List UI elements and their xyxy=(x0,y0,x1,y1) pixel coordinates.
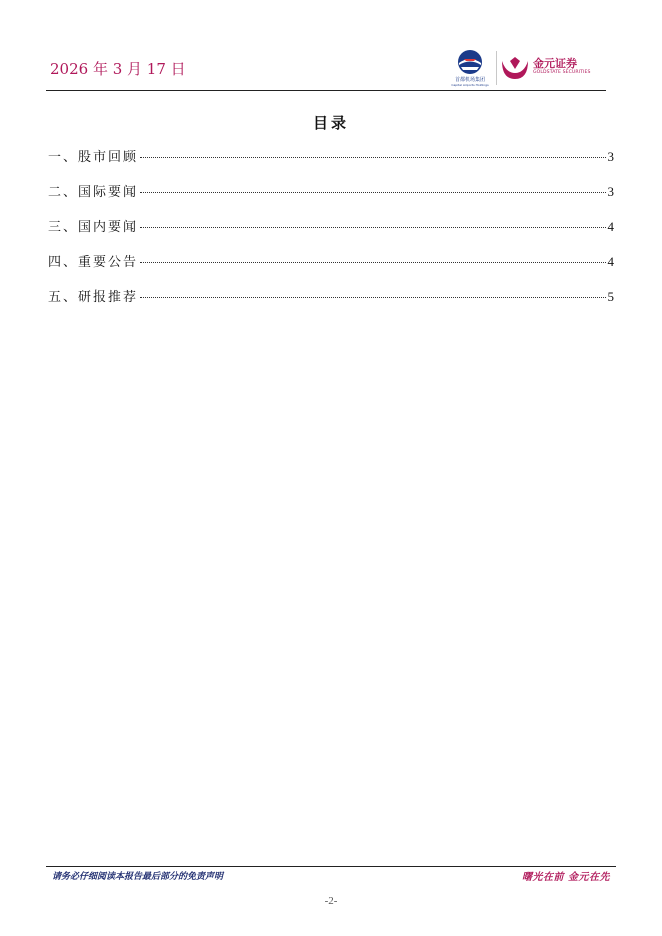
footer-divider xyxy=(46,866,616,867)
header-logos xyxy=(448,49,598,89)
capital-airports-en-name: Capital Airports Holdings xyxy=(451,83,489,87)
toc-item-announcements[interactable] xyxy=(48,251,614,286)
toc-dot-leader xyxy=(140,297,605,298)
goldstate-cn-name: 金元证券 xyxy=(533,57,577,70)
toc-item-page: 4 xyxy=(607,254,614,269)
toc-item-label: 二、国际要闻 xyxy=(48,185,139,200)
toc-item-page: 3 xyxy=(607,184,614,199)
header-divider xyxy=(46,90,606,91)
toc-item-page: 4 xyxy=(607,219,614,234)
toc-item-page: 5 xyxy=(607,289,614,304)
toc-item-page: 3 xyxy=(607,149,614,164)
footer-disclaimer: 请务必仔细阅读本报告最后部分的免责声明 xyxy=(52,872,224,882)
goldstate-en-name: GOLDSTATE SECURITIES xyxy=(533,70,591,75)
toc-dot-leader xyxy=(140,157,605,158)
report-date: 2026 年 3 月 17 日 xyxy=(50,60,186,78)
toc-dot-leader xyxy=(140,262,605,263)
capital-airports-logo xyxy=(448,49,492,89)
logo-divider xyxy=(496,51,497,85)
capital-airports-emblem-icon xyxy=(448,49,492,77)
toc-item-international-news[interactable] xyxy=(48,181,614,216)
toc-item-label: 一、股市回顾 xyxy=(48,150,139,165)
toc-item-label: 三、国内要闻 xyxy=(48,220,139,235)
toc-item-domestic-news[interactable] xyxy=(48,216,614,251)
toc-item-market-review[interactable] xyxy=(48,146,614,181)
capital-airports-cn-name: 首都机场集团 xyxy=(454,77,485,83)
toc-item-research-picks[interactable] xyxy=(48,286,614,321)
toc-item-label: 五、研报推荐 xyxy=(48,290,139,305)
toc-item-label: 四、重要公告 xyxy=(48,255,139,270)
goldstate-emblem-icon xyxy=(500,55,530,81)
goldstate-securities-logo xyxy=(500,53,600,83)
page-number: -2- xyxy=(324,895,338,907)
footer-slogan: 曙光在前 金元在先 xyxy=(522,872,610,883)
toc-dot-leader xyxy=(140,227,605,228)
toc-list xyxy=(48,146,614,321)
toc-dot-leader xyxy=(140,192,605,193)
toc-title: 目录 xyxy=(312,114,349,132)
